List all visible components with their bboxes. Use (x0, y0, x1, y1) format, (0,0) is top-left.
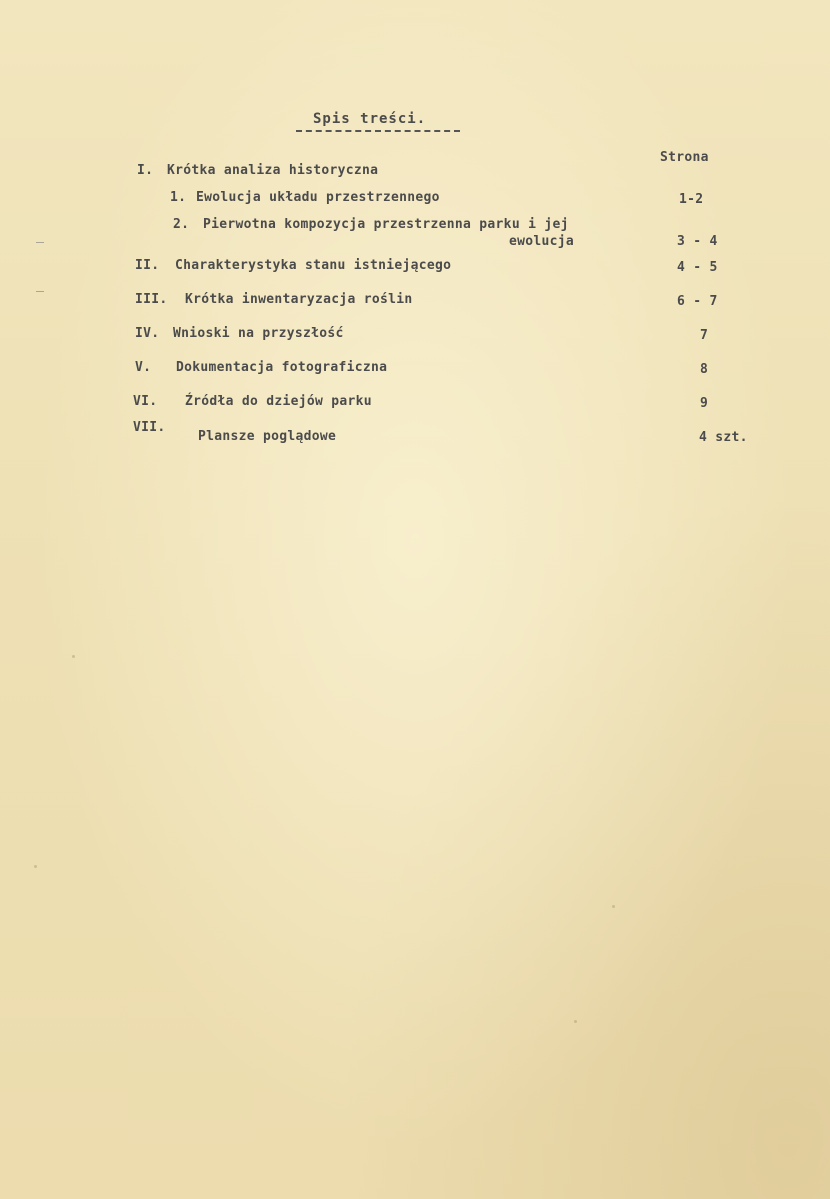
toc-entry-number: 2. (173, 217, 190, 232)
toc-entry-pages: 4 szt. (699, 430, 748, 445)
toc-entry-number: II. (135, 258, 160, 273)
paper-speck (72, 655, 75, 658)
toc-entry-label: Pierwotna kompozycja przestrzenna parku i jej (203, 217, 569, 232)
toc-entry-number: IV. (135, 326, 160, 341)
title-underline (296, 130, 460, 132)
paper-speck (612, 905, 615, 908)
toc-entry-label: Ewolucja układu przestrzennego (196, 190, 440, 205)
toc-entry-label: Krótka analiza historyczna (167, 163, 379, 178)
toc-entry-label: Charakterystyka stanu istniejącego (175, 258, 452, 273)
toc-entry-pages: 3 - 4 (677, 234, 718, 249)
toc-entry-pages: 4 - 5 (677, 260, 718, 275)
toc-entry-number: VII. (133, 420, 166, 435)
toc-entry-number: 1. (170, 190, 187, 205)
toc-entry-pages: 9 (700, 396, 709, 411)
toc-entry-pages: 8 (700, 362, 709, 377)
toc-entry-number: III. (135, 292, 168, 307)
toc-entry-number: I. (137, 163, 154, 178)
toc-entry-label: Krótka inwentaryzacja roślin (185, 292, 413, 307)
toc-entry-label: Dokumentacja fotograficzna (176, 360, 388, 375)
toc-entry-label: Źródła do dziejów parku (185, 394, 372, 409)
toc-entry-label: Wnioski na przyszłość (173, 326, 344, 341)
paper-speck (34, 865, 37, 868)
toc-entry-pages: 7 (700, 328, 709, 343)
document-title: Spis treści. (313, 111, 427, 127)
margin-mark (36, 242, 44, 243)
toc-entry-label-continuation: ewolucja (509, 234, 575, 249)
toc-entry-label: Plansze poglądowe (198, 429, 337, 444)
toc-entry-number: VI. (133, 394, 158, 409)
toc-entry-pages: 1-2 (679, 192, 704, 207)
margin-mark (36, 291, 44, 292)
page-column-header: Strona (660, 150, 709, 165)
paper-speck (574, 1020, 577, 1023)
toc-entry-number: V. (135, 360, 152, 375)
toc-entry-pages: 6 - 7 (677, 294, 718, 309)
